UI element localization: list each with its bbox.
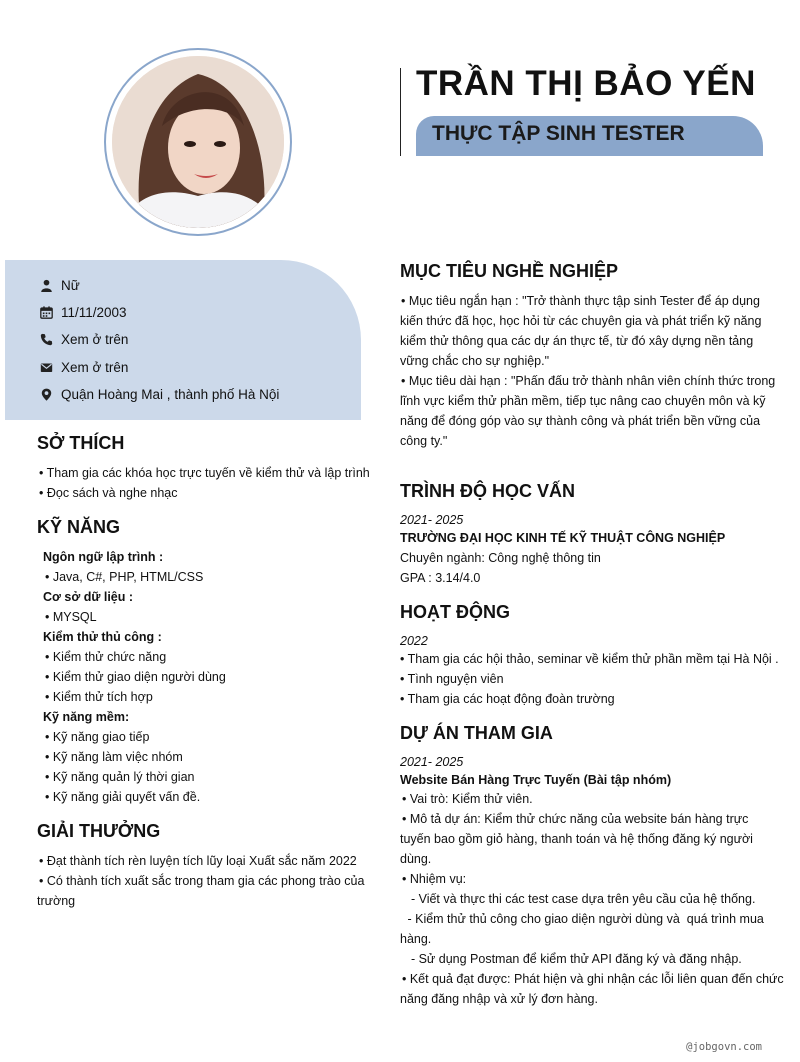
skill-item: • Kỹ năng giải quyết vấn đề. [45,790,201,804]
project-line: • Nhiệm vụ: [402,872,467,886]
activities-year: 2022 [400,634,428,648]
skill-item: • Kiểm thử tích hợp [45,690,153,704]
education-heading: TRÌNH ĐỘ HỌC VẤN [400,481,575,501]
phone-icon [40,333,53,346]
activity-item: • Tham gia các hội thảo, seminar về kiểm thử phần mềm tại Hà Nội . [400,652,779,666]
contact-email [40,357,128,377]
skill-item: • MYSQL [45,610,97,624]
project-line: năng đăng nhập và xử lý đơn hàng. [400,992,598,1006]
project-line: • Mô tả dự án: Kiểm thử chức năng của website bán hàng trực [402,812,749,826]
dob-value: 11/11/2003 [61,304,127,320]
skill-item: • Kỹ năng giao tiếp [45,730,150,744]
skill-group-label: Cơ sở dữ liệu : [43,590,134,604]
contact-gender [40,275,80,295]
avatar-illustration [112,56,284,228]
project-name: Website Bán Hàng Trực Tuyến (Bài tập nhóm) [400,773,672,787]
skill-item: • Kỹ năng quản lý thời gian [45,770,195,784]
email-value: Xem ở trên [61,359,129,375]
phone-value: Xem ở trên [61,331,129,347]
objective-line: năng để đóng góp vào sự thành công và phát triển bền vững của [400,414,761,428]
activity-item: • Tình nguyện viên [400,672,504,686]
project-line: dùng. [400,852,432,866]
education-school: TRƯỜNG ĐẠI HỌC KINH TẾ KỸ THUẬT CÔNG NGHIỆP [400,531,726,545]
project-line: - Viết và thực thi các test case dựa trên yêu cầu của hệ thống. [404,892,756,906]
header-divider [400,68,401,156]
skill-group-label: Kiểm thử thủ công : [43,630,162,644]
hobby-item: • Tham gia các khóa học trực tuyến về kiểm thử và lập trình [39,466,370,480]
project-period: 2021- 2025 [400,755,464,769]
skills-heading: KỸ NĂNG [37,517,121,537]
education-gpa: GPA : 3.14/4.0 [400,571,481,585]
award-item: • Có thành tích xuất sắc trong tham gia các phong trào của [39,874,365,888]
objective-line: • Mục tiêu ngắn hạn : "Trở thành thực tập sinh Tester để áp dụng [401,294,760,308]
skill-item: • Java, C#, PHP, HTML/CSS [45,570,204,584]
projects-heading: DỰ ÁN THAM GIA [400,723,553,743]
watermark: @jobgovn.com [686,1041,762,1053]
project-line: • Vai trò: Kiểm thử viên. [402,792,533,806]
envelope-icon [40,361,53,374]
award-item: • Đạt thành tích rèn luyện tích lũy loại Xuất sắc năm 2022 [39,854,357,868]
objective-line: vững chắc cho sự nghiệp." [400,354,550,368]
person-icon [40,279,53,292]
hobby-item: • Đọc sách và nghe nhạc [39,486,178,500]
skill-item: • Kỹ năng làm việc nhóm [45,750,183,764]
project-line: • Kết quả đạt được: Phát hiện và ghi nhận các lỗi liên quan đến chức [402,972,784,986]
awards-heading: GIẢI THƯỞNG [37,821,161,841]
project-line: tuyến bao gồm giỏ hàng, thanh toán và hệ thống đăng ký người [400,832,753,846]
award-item: trường [37,894,76,908]
candidate-role: THỰC TẬP SINH TESTER [432,122,685,145]
address-value: Quận Hoàng Mai , thành phố Hà Nội [61,386,280,402]
skill-item: • Kiểm thử chức năng [45,650,167,664]
education-major: Chuyên ngành: Công nghệ thông tin [400,551,601,565]
objective-line: kiểm thử thông qua các dự án thực tế, từ đó xây dựng nền tảng [400,334,754,348]
activities-heading: HOẠT ĐỘNG [400,602,510,622]
contact-dob [40,302,127,322]
hobbies-heading: SỞ THÍCH [37,433,125,453]
project-line: - Sử dụng Postman để kiểm thử API đăng ký và đăng nhập. [404,952,742,966]
activity-item: • Tham gia các hoạt động đoàn trường [400,692,615,706]
objective-line: công ty." [400,434,448,448]
location-pin-icon [40,388,53,401]
calendar-icon [40,306,53,319]
contact-address [40,384,279,404]
objective-heading: MỤC TIÊU NGHỀ NGHIỆP [400,261,619,281]
candidate-name: TRẦN THỊ BẢO YẾN [416,64,756,103]
skill-item: • Kiểm thử giao diện người dùng [45,670,226,684]
skill-group-label: Ngôn ngữ lập trình : [43,550,164,564]
objective-line: • Mục tiêu dài hạn : "Phấn đấu trở thành nhân viên chính thức trong [401,374,776,388]
objective-line: lĩnh vực kiểm thử phần mềm, tiếp tục nâng cao chuyên môn và kỹ [400,394,766,408]
avatar [112,56,284,228]
objective-line: kiến thức đã học, học hỏi từ các chuyên gia và phát triển kỹ năng [400,314,762,328]
education-period: 2021- 2025 [400,513,464,527]
project-line: hàng. [400,932,432,946]
contact-phone [40,329,128,349]
gender-value: Nữ [61,277,80,293]
skill-group-label: Kỹ năng mềm: [43,710,130,724]
project-line: - Kiểm thử thủ công cho giao diện người dùng và quá trình mua [404,912,764,926]
